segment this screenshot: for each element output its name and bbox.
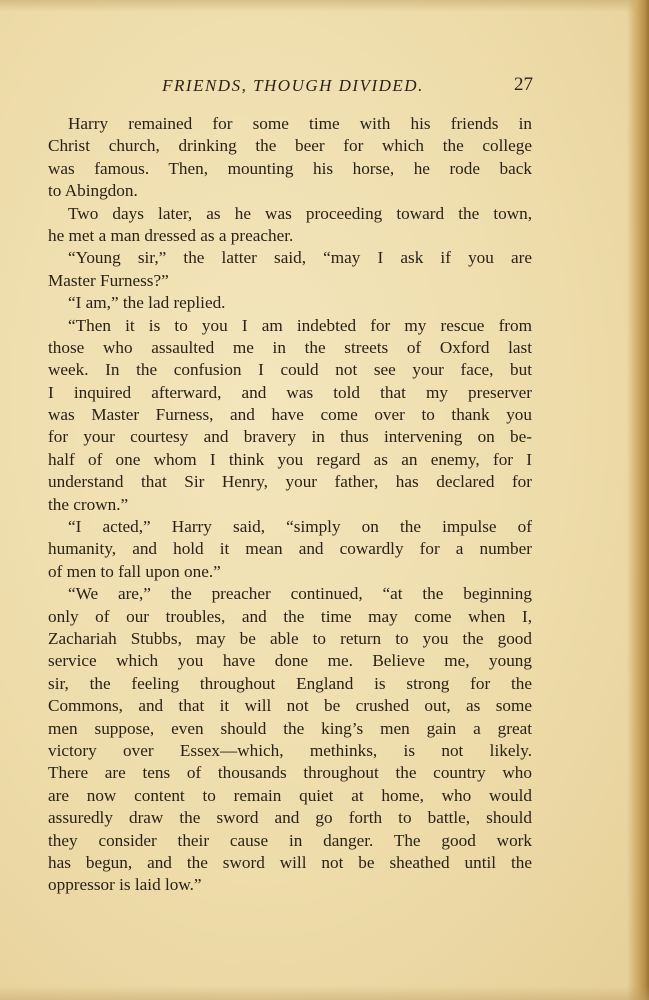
text-line: only of our troubles, and the time may come when I, bbox=[48, 606, 532, 626]
text-line: those who assaulted me in the streets of Oxford last bbox=[48, 337, 532, 357]
text-line: to Abingdon. bbox=[48, 181, 138, 201]
running-head bbox=[48, 74, 538, 100]
running-title: FRIENDS, THOUGH DIVIDED. bbox=[162, 76, 424, 95]
page-number: 27 bbox=[514, 74, 533, 95]
text-line: There are tens of thousands throughout the country who bbox=[48, 763, 532, 783]
text-line: are now content to remain quiet at home, who would bbox=[48, 785, 532, 805]
text-line: Christ church, drinking the beer for which the college bbox=[48, 136, 532, 156]
text-line: “We are,” the preacher continued, “at the beginning bbox=[68, 584, 532, 604]
body-text bbox=[48, 113, 532, 897]
text-line: half of one whom I think you regard as an enemy, for I bbox=[48, 449, 532, 469]
text-line: oppressor is laid low.” bbox=[48, 875, 202, 895]
text-line: sir, the feeling throughout England is strong for the bbox=[48, 673, 532, 693]
text-line: for your courtesy and bravery in thus intervening on be- bbox=[48, 427, 532, 447]
page-top-shadow bbox=[0, 0, 649, 12]
text-line: assuredly draw the sword and go forth to battle, should bbox=[48, 808, 532, 828]
text-line: service which you have done me. Believe me, young bbox=[48, 651, 532, 671]
text-line: they consider their cause in danger. The good work bbox=[48, 830, 532, 850]
text-line: Zachariah Stubbs, may be able to return to you the good bbox=[48, 628, 532, 648]
text-line: “I acted,” Harry said, “simply on the impulse of bbox=[68, 517, 532, 537]
page-bottom-shadow bbox=[0, 986, 649, 1000]
text-line: has begun, and the sword will not be sheathed until the bbox=[48, 852, 532, 872]
text-line: men suppose, even should the king’s men gain a great bbox=[48, 718, 532, 738]
text-line: Commons, and that it will not be crushed out, as some bbox=[48, 696, 532, 716]
text-line: of men to fall upon one.” bbox=[48, 561, 221, 581]
text-line: was famous. Then, mounting his horse, he rode back bbox=[48, 158, 532, 178]
text-line: he met a man dressed as a preacher. bbox=[48, 225, 294, 245]
text-line: Master Furness?” bbox=[48, 270, 169, 290]
text-line: Harry remained for some time with his friends in bbox=[68, 114, 532, 133]
text-line: understand that Sir Henry, your father, has declared for bbox=[48, 472, 532, 492]
text-line: was Master Furness, and have come over to thank you bbox=[48, 405, 532, 425]
text-line: “Then it is to you I am indebted for my rescue from bbox=[68, 315, 532, 335]
text-line: Two days later, as he was proceeding toward the town, bbox=[68, 203, 532, 223]
text-line: “Young sir,” the latter said, “may I ask if you are bbox=[68, 248, 532, 268]
text-line: “I am,” the lad replied. bbox=[68, 293, 226, 313]
text-line: humanity, and hold it mean and cowardly for a number bbox=[48, 539, 532, 559]
text-line: victory over Essex—which, methinks, is not likely. bbox=[48, 740, 532, 760]
page-spine-edge bbox=[627, 0, 649, 1000]
text-line: the crown.” bbox=[48, 494, 129, 514]
text-line: week. In the confusion I could not see your face, but bbox=[48, 360, 532, 380]
text-line: I inquired afterward, and was told that my preserver bbox=[48, 382, 532, 402]
